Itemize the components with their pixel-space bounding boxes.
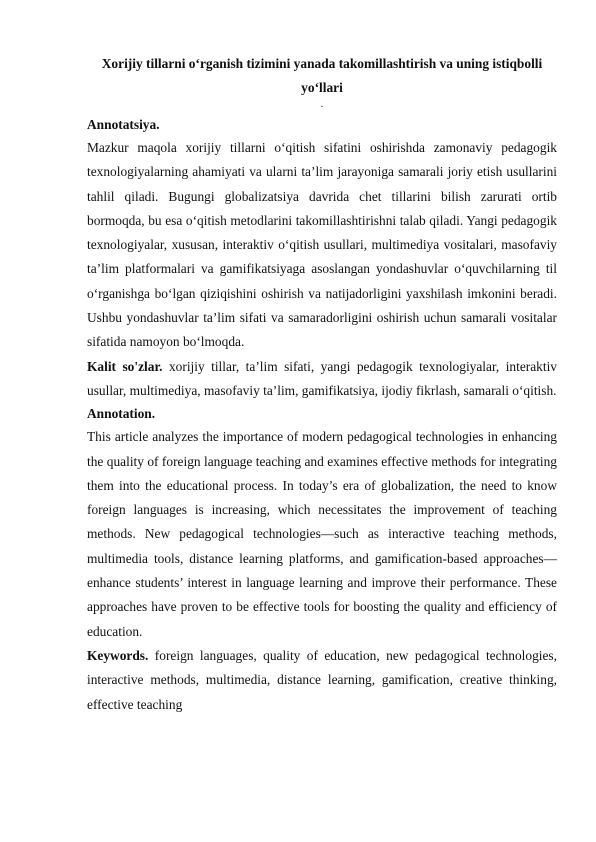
article-title-line-1: Xorijiy tillarni o‘rganish tizimini yanada takomillashtirish va uning istiqbolli <box>101 56 543 71</box>
english-annotation-heading: Annotation. <box>87 406 156 422</box>
english-keywords-label: Keywords. <box>87 647 149 663</box>
article-title-line-2: yo‘llari <box>301 80 343 95</box>
english-keywords-paragraph <box>87 644 557 717</box>
uzbek-abstract-paragraph: Mazkur maqola xorijiy tillarni o‘qitish sifatini oshirishda zamonaviy pedagogik texnologiyalarning ahamiyati va ularni ta’lim jarayoniga samarali joriy etish usullarini tahlil qiladi. Bugungi globalizatsiya davrida chet tillarini bilish zarurati ortib bormoqda, bu esa o‘qitish metodlarini takomillashtirishni talab qiladi. Yangi pedagogik texnologiyalar, xususan, interaktiv o‘qitish usullari, multimediya vositalari, masofaviy ta’lim platformalari va gamifikatsiyaga asoslangan yondashuvlar o‘quvchilarning til o‘rganishga bo‘lgan qiziqishini oshirish va natijadorligini yaxshilash imkonini beradi. Ushbu yondashuvlar ta’lim sifati va samaradorligini oshirish uchun samarali vositalar sifatida namoyon bo‘lmoqda. <box>87 140 557 350</box>
uzbek-keywords-paragraph <box>87 355 557 404</box>
uzbek-keywords-text: xorijiy tillar, ta’lim sifati, yangi pedagogik texnologiyalar, interaktiv usullar, multimediya, masofaviy ta’lim, gamifikatsiya, ijodiy fikrlash, samarali o‘qitish. <box>87 358 558 398</box>
english-abstract-paragraph: This article analyzes the importance of modern pedagogical technologies in enhancing the quality of foreign language teaching and examines effective methods for integrating them into the educational process. In today’s era of globalization, the need to know foreign languages is increasing, which necessitates the improvement of teaching methods. New pedagogical technologies—such as interactive teaching methods, multimedia tools, distance learning platforms, and gamification-based approaches—enhance students’ interest in language learning and improve their performance. These approaches have proven to be effective tools for boosting the quality and efficiency of education. <box>87 429 557 639</box>
english-keywords-text: foreign languages, quality of education, new pedagogical technologies, interactive methods, multimedia, distance learning, gamification, creative thinking, effective teaching <box>87 647 557 712</box>
title-separator: . <box>320 99 324 110</box>
uzbek-annotation-heading: Annotatsiya. <box>87 117 160 132</box>
document-page <box>87 54 557 717</box>
uzbek-keywords-label: Kalit so'zlar. <box>87 358 163 374</box>
